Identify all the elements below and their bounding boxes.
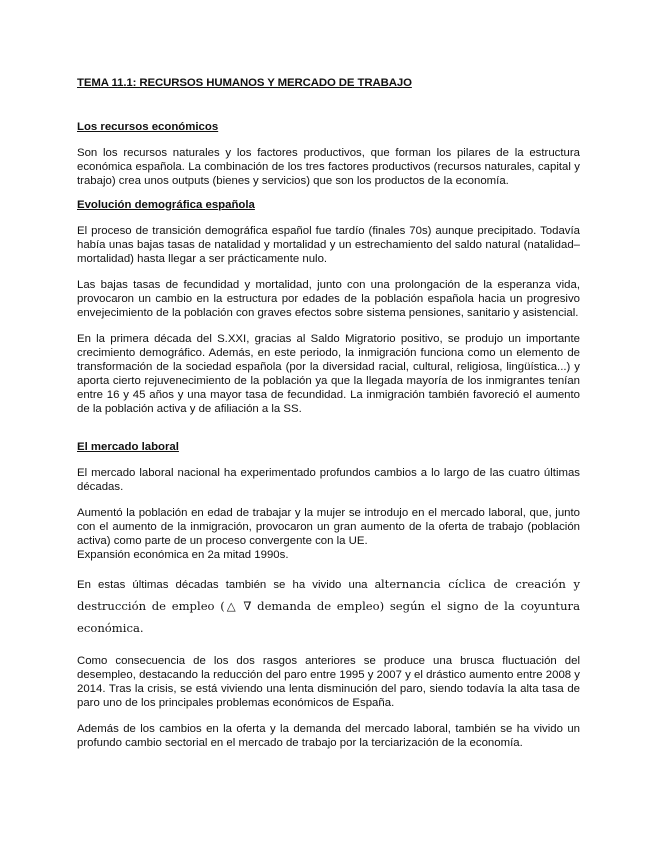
paragraph-mixed xyxy=(77,574,580,640)
section-heading-evolucion: Evolución demográfica española xyxy=(77,199,255,211)
paragraph: Aumentó la población en edad de trabajar y la mujer se introdujo en el mercado laboral, que, junto con el aumento de la inmigración, provocaron un gran aumento de la oferta de trabajo (población activa) como parte de un proceso convergente con la UE. xyxy=(77,507,580,547)
paragraph: El proceso de transición demográfica español fue tardío (finales 70s) aunque precipitado. Todavía había unas bajas tasas de natalidad y mortalidad y un estrechamiento del saldo natural (natalidad–mortalidad) hasta llegar a ser prácticamente nulo. xyxy=(77,225,580,265)
document-page xyxy=(77,76,580,750)
paragraph-serif-part: lternancia cíclica de creación y destrucción de empleo (△ ∇ demanda de empleo) según el signo de la coyuntura económica. xyxy=(77,577,580,635)
paragraph: En la primera década del S.XXI, gracias al Saldo Migratorio positivo, se produjo un importante crecimiento demográfico. Además, en este periodo, la inmigración funciona como un elemento de transformación de la sociedad española (por la diversidad racial, cultural, religiosa, lingüística...) y aporta cierto rejuvenecimiento de la población ya que la llegada mayoría de los inmigrantes tenían entre 16 y 45 años y una mayor tasa de fecundidad. La inmigración también favoreció el aumento de la población activa y de afiliación a la SS. xyxy=(77,333,580,415)
paragraph: Las bajas tasas de fecundidad y mortalidad, junto con una prolongación de la esperanza vida, provocaron un cambio en la estructura por edades de la población española hacia un progresivo envejecimiento de la población con graves efectos sobre sistema pensiones, sanitario y asistencial. xyxy=(77,279,580,319)
paragraph: Como consecuencia de los dos rasgos anteriores se produce una brusca fluctuación del desempleo, destacando la reducción del paro entre 1995 y 2007 y el drástico aumento entre 2008 y 2014. Tras la crisis, se está viviendo una lenta disminución del paro, siendo todavía la alta tasa de paro uno de los principales problemas económicos de España. xyxy=(77,655,580,709)
section-heading-recursos: Los recursos económicos xyxy=(77,121,219,133)
document-title: TEMA 11.1: RECURSOS HUMANOS Y MERCADO DE TRABAJO xyxy=(77,77,412,89)
paragraph: Expansión económica en 2a mitad 1990s. xyxy=(77,549,289,561)
section-heading-mercado: El mercado laboral xyxy=(77,441,179,453)
paragraph: Además de los cambios en la oferta y la demanda del mercado laboral, también se ha vivido un profundo cambio sectorial en el mercado de trabajo por la terciarización de la economía. xyxy=(77,723,580,749)
paragraph-sans-part: En estas últimas décadas también se ha vivido una a xyxy=(77,579,381,591)
paragraph: El mercado laboral nacional ha experimentado profundos cambios a lo largo de las cuatro últimas décadas. xyxy=(77,467,580,493)
paragraph: Son los recursos naturales y los factores productivos, que forman los pilares de la estructura económica española. La combinación de los tres factores productivos (recursos naturales, capital y trabajo) crea unos outputs (bienes y servicios) que son los productos de la economía. xyxy=(77,147,580,187)
